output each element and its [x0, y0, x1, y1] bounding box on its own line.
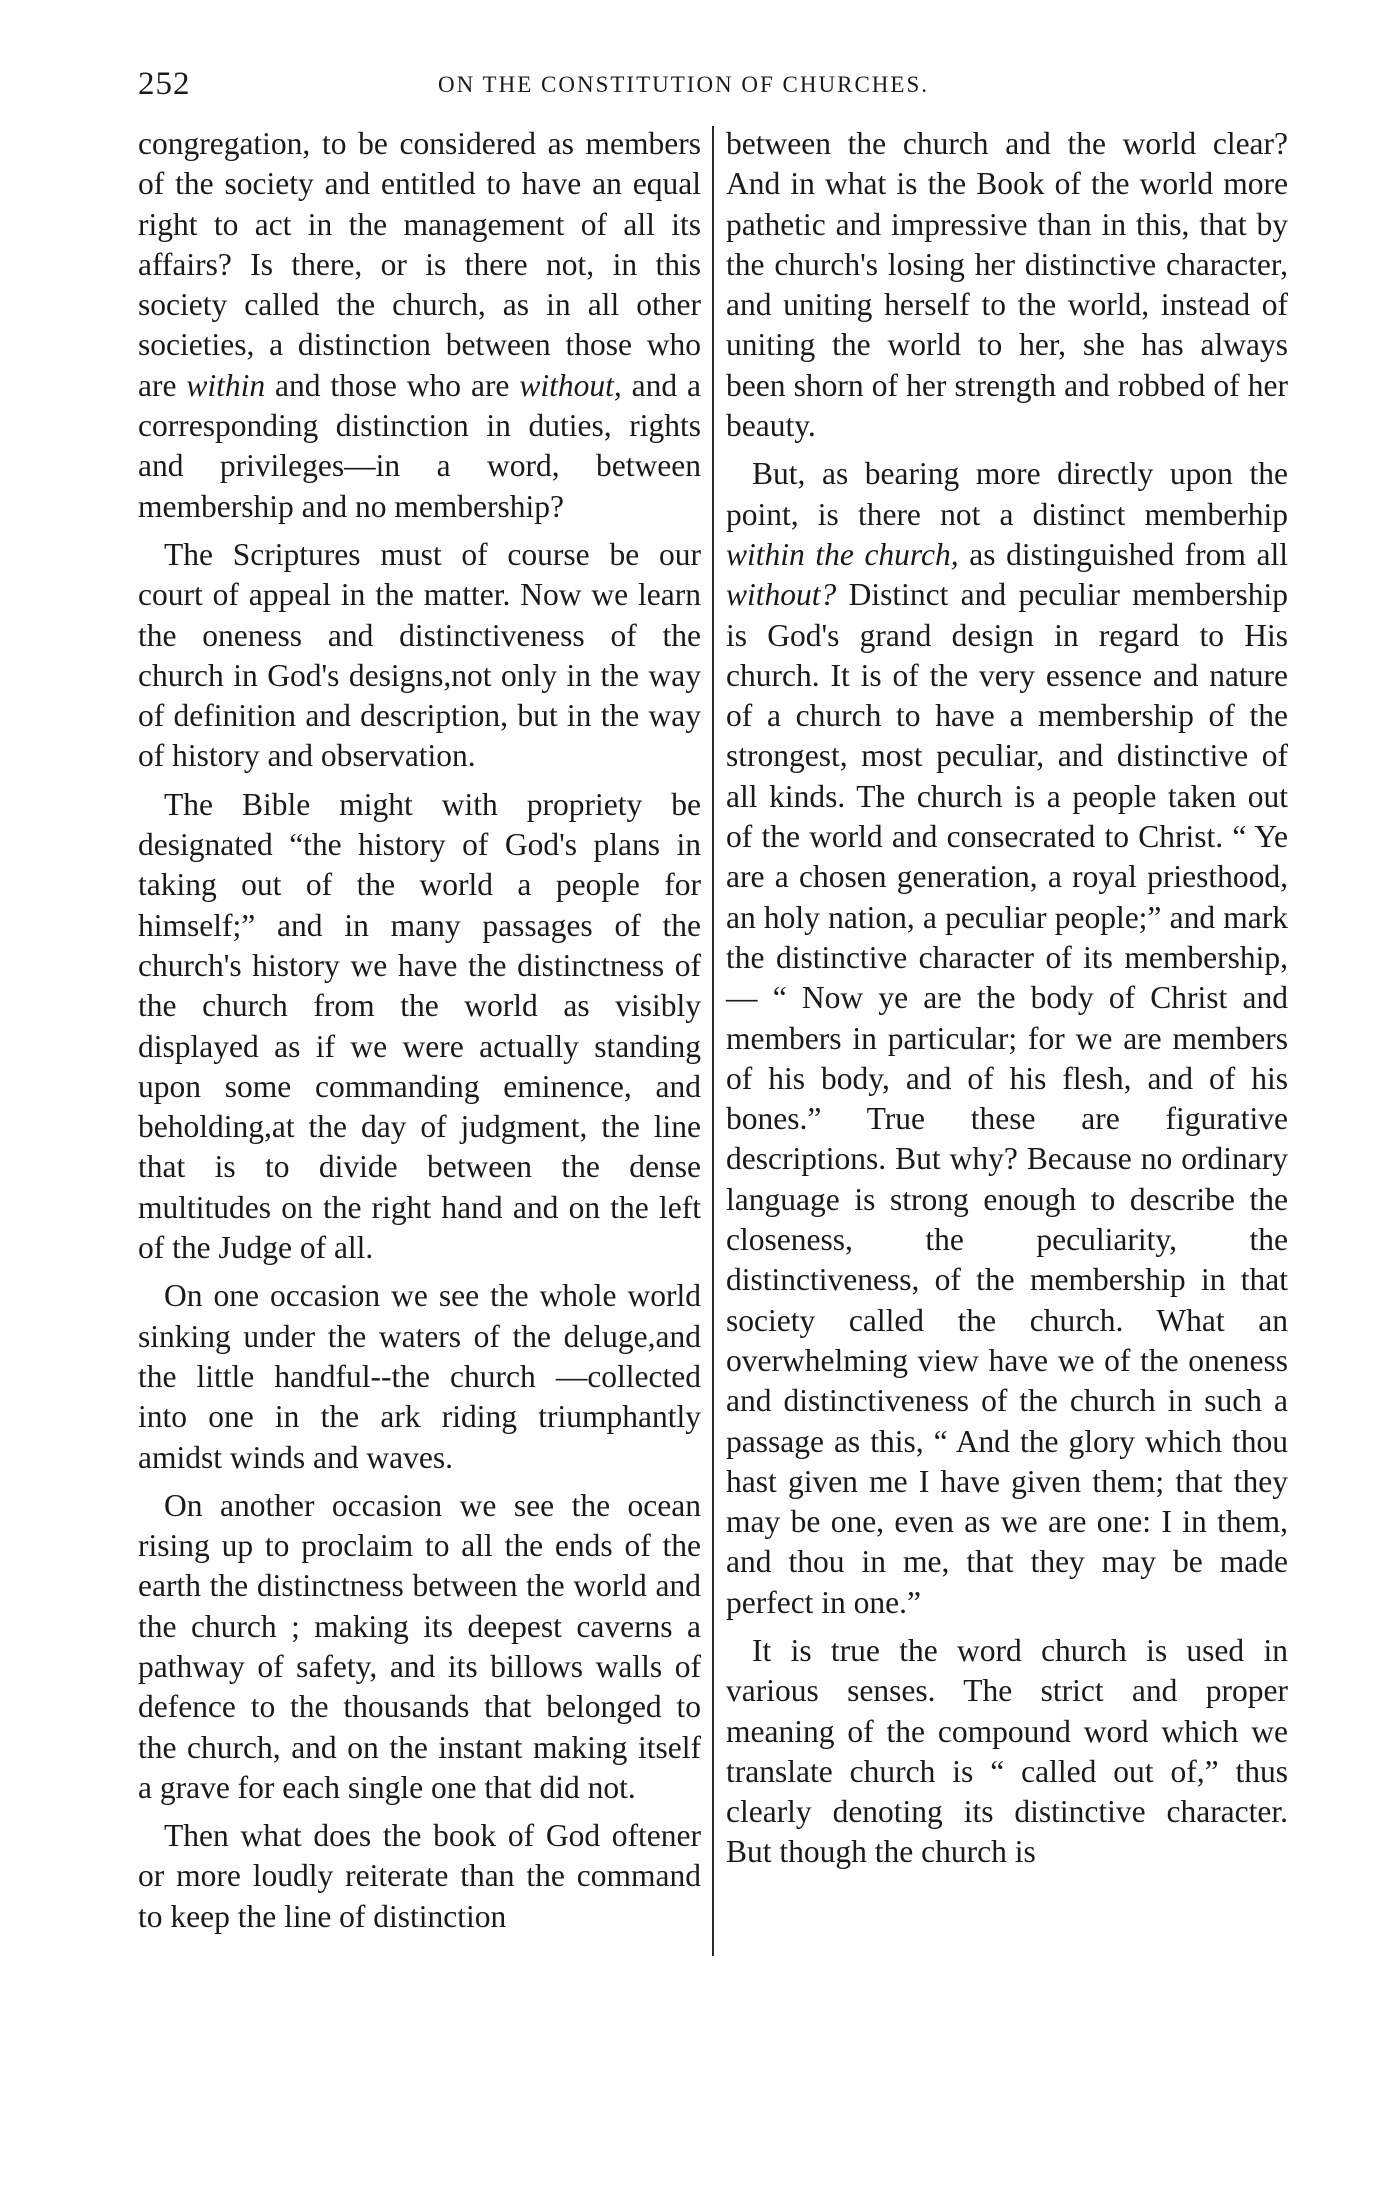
left-paragraph-4: On one occasion we see the whole world sinking under the waters of the deluge,and the little handful--the church —collected into one in the ark riding triumphantly amidst winds and waves. — [138, 1278, 701, 1475]
right-paragraph-3: It is true the word church is used in various senses. The strict and proper meaning of the compound word which we translate church is “ called out of,” thus clearly denoting its distinctive character. But though the church is — [726, 1632, 1288, 1870]
emphasis-without-question: without? — [726, 577, 837, 613]
left-column — [138, 124, 701, 1945]
running-head — [138, 66, 1288, 106]
left-paragraph-5: On another occasion we see the ocean rising up to proclaim to all the ends of the earth the distinctness between the world and the church ; making its deepest caverns a pathway of safety, and its billows walls of defence to the thousands that belonged to the church, and on the instant making itself a grave for each single one that did not. — [138, 1487, 701, 1805]
column-divider — [712, 126, 714, 1956]
left-paragraph-2: The Scriptures must of course be our court of appeal in the matter. Now we learn the oneness and distinctiveness of the church in God's designs,not only in the way of definition and description, but in the way of history and observation. — [138, 536, 701, 774]
left-paragraph-3: The Bible might with propriety be designated “the history of God's plans in taking out of the world a people for himself;” and in many passages of the church's history we have the distinctness of the church from the world as visibly displayed as if we were actually standing upon some commanding eminence, and beholding,at the day of judgment, the line that is to divide between the dense multitudes on the right hand and on the left of the Judge of all. — [138, 786, 701, 1266]
page-number: 252 — [138, 66, 191, 102]
right-column — [726, 124, 1288, 1881]
emphasis-within-the-church: within the church, — [726, 536, 959, 572]
emphasis-within: within — [186, 367, 266, 403]
right-paragraph-1: between the church and the world clear? And in what is the Book of the world more pathetic and impressive than in this, that by the church's losing her distinctive character, and uniting herself to the world, instead of uniting the world to her, she has always been shorn of her strength and robbed of her beauty. — [726, 126, 1288, 444]
left-paragraph-6: Then what does the book of God oftener or more loudly reiterate than the command to keep the line of distinction — [138, 1818, 701, 1934]
emphasis-without: without, — [519, 367, 622, 403]
left-paragraph-1: congregation, to be considered as members of the society and entitled to have an equal right to act in the management of all its affairs? Is there, or is there not, in this society called the church, as in all other societies, a distinction between those who are within and those who are without, and a corresponding distinction in duties, rights and privileges—in a word, between membership and no membership? — [138, 126, 701, 524]
right-paragraph-2: But, as bearing more directly upon the point, is there not a distinct memberhip within the church, as distinguished from all without? Distinct and peculiar membership is God's grand design in regard to His church. It is of the very essence and nature of a church to have a membership of the strongest, most peculiar, and distinctive of all kinds. The church is a people taken out of the world and consecrated to Christ. “ Ye are a chosen generation, a royal priesthood, an holy nation, a peculiar people;” and mark the distinctive character of its membership,— “ Now ye are the body of Christ and members in particular; for we are members of his body, and of his flesh, and of his bones.” True these are figurative descriptions. But why? Because no ordinary language is strong enough to describe the closeness, the peculiarity, the distinctiveness, of the membership in that society called the church. What an overwhelming view have we of the oneness and distinctiveness of the church in such a passage as this, “ And the glory which thou hast given me I have given them; that they may be one, even as we are one: I in them, and thou in me, that they may be made perfect in one.” — [726, 456, 1288, 1620]
running-head-title: ON THE CONSTITUTION OF CHURCHES. — [438, 72, 930, 97]
